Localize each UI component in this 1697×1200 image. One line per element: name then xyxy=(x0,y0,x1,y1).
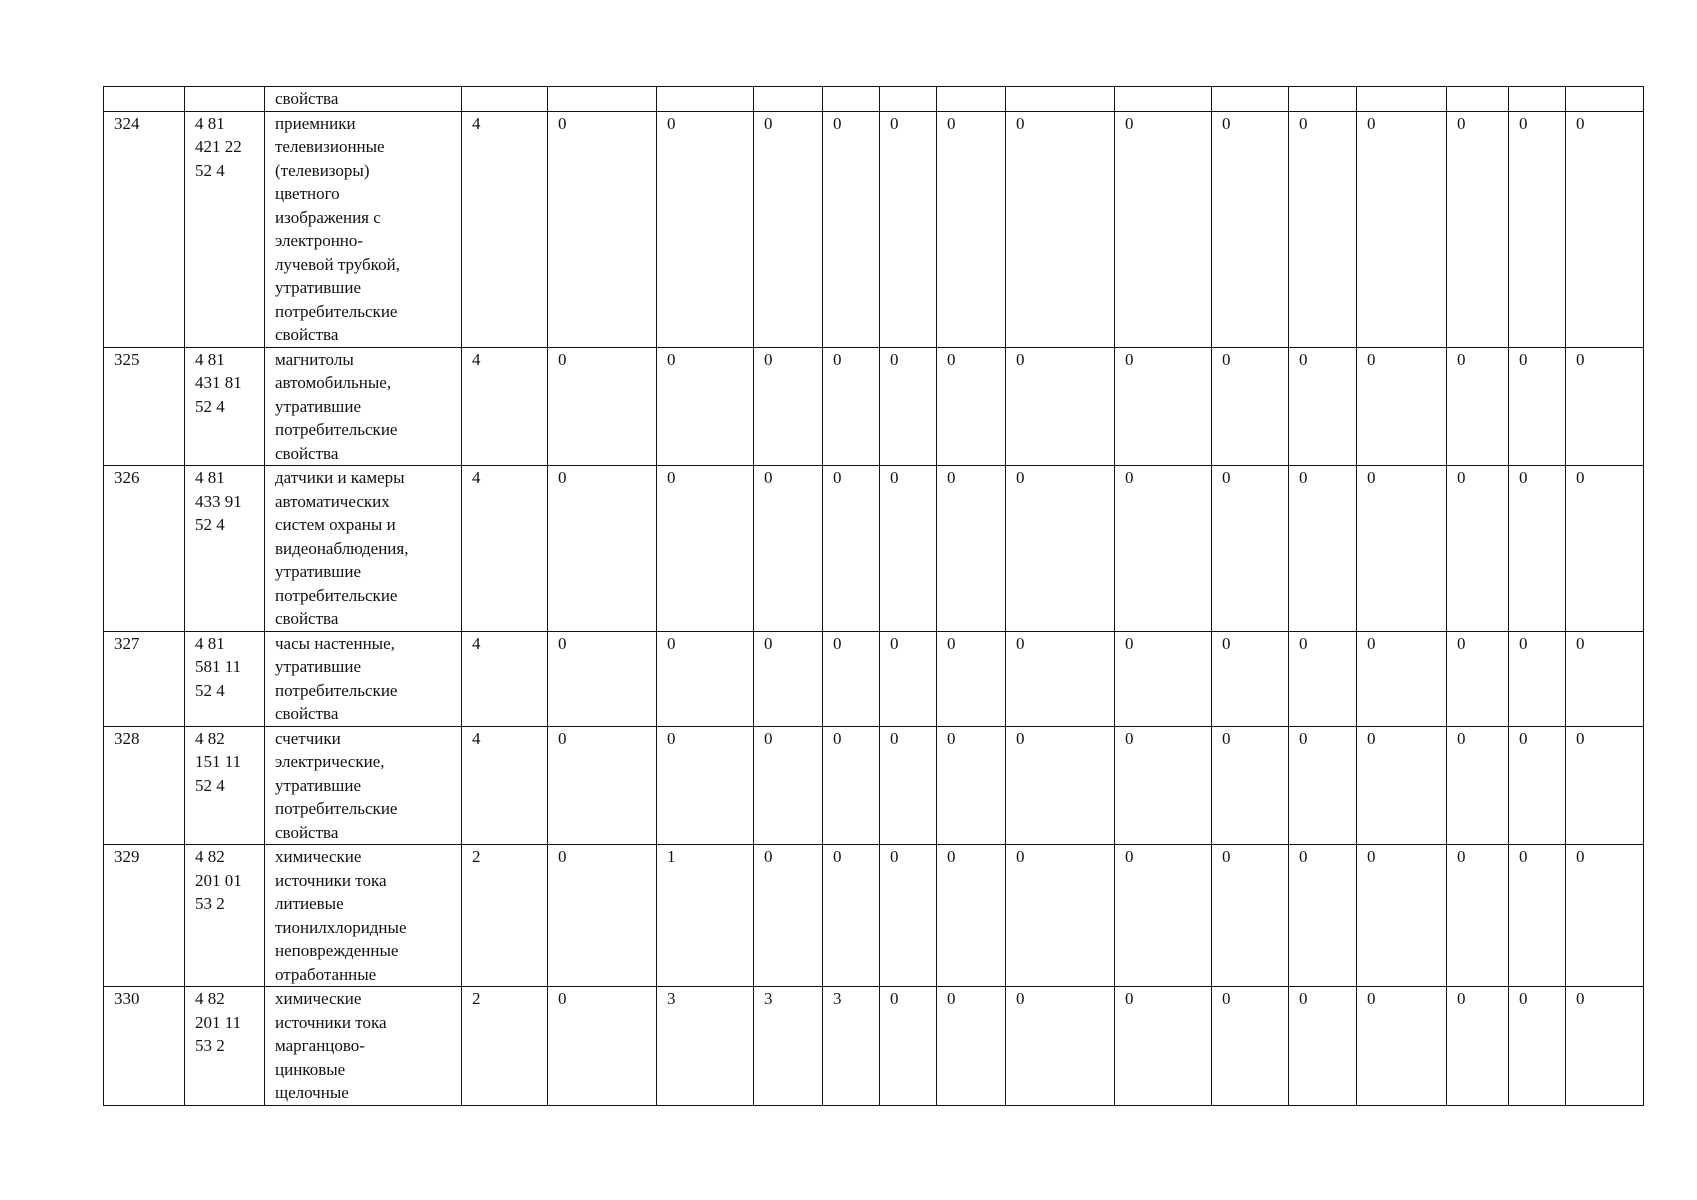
waste-name-line: часы настенные, xyxy=(275,633,395,653)
value-cell: 0 xyxy=(1447,845,1509,987)
value-cell: 0 xyxy=(1006,111,1115,347)
waste-classification-table xyxy=(103,86,1644,1106)
value-cell: 0 xyxy=(754,631,823,726)
value-cell: 0 xyxy=(937,466,1006,632)
value-cell: 4 xyxy=(462,347,548,466)
row-number-cell: 325 xyxy=(104,347,185,466)
waste-name-line: свойства xyxy=(275,704,339,723)
value-cell: 0 xyxy=(1566,111,1644,347)
waste-name-line: систем охраны и xyxy=(275,515,396,534)
value-cell: 0 xyxy=(937,111,1006,347)
value-cell: 0 xyxy=(548,111,657,347)
waste-name-line: отработанные xyxy=(275,964,377,984)
waste-name-line: автоматических xyxy=(275,491,390,511)
value-cell xyxy=(1115,87,1212,112)
table-row xyxy=(104,845,1644,987)
waste-name-line: потребительские xyxy=(275,585,398,605)
value-cell: 0 xyxy=(1447,466,1509,632)
value-cell: 0 xyxy=(1357,845,1447,987)
waste-name-line: литиевые xyxy=(275,894,344,913)
value-cell: 0 xyxy=(880,347,937,466)
value-cell: 0 xyxy=(1357,347,1447,466)
value-cell: 0 xyxy=(657,631,754,726)
value-cell: 0 xyxy=(1447,987,1509,1106)
value-cell: 0 xyxy=(548,987,657,1106)
waste-code-line: 4 81 xyxy=(195,349,225,369)
waste-name-line: телевизионные xyxy=(275,137,385,156)
value-cell: 0 xyxy=(880,987,937,1106)
value-cell: 0 xyxy=(548,726,657,845)
value-cell: 3 xyxy=(823,987,880,1106)
value-cell: 0 xyxy=(548,347,657,466)
value-cell: 0 xyxy=(1357,987,1447,1106)
value-cell: 4 xyxy=(462,466,548,632)
value-cell: 4 xyxy=(462,631,548,726)
value-cell: 0 xyxy=(548,631,657,726)
value-cell: 0 xyxy=(880,466,937,632)
value-cell: 0 xyxy=(1509,726,1566,845)
value-cell: 0 xyxy=(1006,845,1115,987)
waste-name-line: (телевизоры) xyxy=(275,160,370,180)
value-cell: 0 xyxy=(1212,631,1289,726)
waste-name-line: утратившие xyxy=(275,657,362,676)
waste-name-line: утратившие xyxy=(275,775,362,795)
waste-name-line: свойства xyxy=(275,89,339,108)
waste-name-line: электрические, xyxy=(275,752,385,771)
value-cell xyxy=(1566,87,1644,112)
value-cell: 0 xyxy=(657,726,754,845)
waste-name-cell xyxy=(265,111,462,347)
waste-code-line: 201 11 xyxy=(195,1012,242,1032)
value-cell: 0 xyxy=(1566,466,1644,632)
value-cell: 0 xyxy=(1212,845,1289,987)
value-cell: 0 xyxy=(1115,845,1212,987)
value-cell: 0 xyxy=(1566,631,1644,726)
value-cell: 0 xyxy=(1212,987,1289,1106)
waste-name-cell xyxy=(265,87,462,112)
waste-code-line: 421 22 xyxy=(195,137,242,156)
value-cell xyxy=(462,87,548,112)
waste-name-line: утратившие xyxy=(275,278,362,297)
row-number-cell: 324 xyxy=(104,111,185,347)
value-cell: 0 xyxy=(1447,631,1509,726)
value-cell: 0 xyxy=(1289,845,1357,987)
value-cell: 0 xyxy=(1115,466,1212,632)
value-cell xyxy=(1289,87,1357,112)
value-cell: 0 xyxy=(1115,631,1212,726)
value-cell: 0 xyxy=(1115,987,1212,1106)
value-cell: 0 xyxy=(1509,845,1566,987)
value-cell xyxy=(657,87,754,112)
table-row xyxy=(104,347,1644,466)
value-cell: 0 xyxy=(657,347,754,466)
waste-name-line: утратившие xyxy=(275,562,362,581)
value-cell: 1 xyxy=(657,845,754,987)
value-cell: 0 xyxy=(1509,631,1566,726)
value-cell: 0 xyxy=(1212,347,1289,466)
value-cell: 0 xyxy=(1006,631,1115,726)
value-cell: 0 xyxy=(754,111,823,347)
value-cell: 0 xyxy=(754,845,823,987)
value-cell: 0 xyxy=(1212,111,1289,347)
waste-name-line: магнитолы xyxy=(275,349,354,369)
waste-code-line: 201 01 xyxy=(195,870,242,890)
waste-name-cell xyxy=(265,347,462,466)
value-cell: 0 xyxy=(823,111,880,347)
waste-name-line: потребительские xyxy=(275,680,398,700)
waste-name-line: тионилхлоридные xyxy=(275,917,407,937)
waste-name-line: марганцово- xyxy=(275,1036,365,1055)
value-cell: 0 xyxy=(937,347,1006,466)
value-cell: 0 xyxy=(1212,466,1289,632)
value-cell: 4 xyxy=(462,726,548,845)
waste-code-line: 53 2 xyxy=(195,1036,225,1055)
waste-name-cell xyxy=(265,466,462,632)
waste-name-line: свойства xyxy=(275,609,339,628)
value-cell: 0 xyxy=(823,466,880,632)
value-cell: 0 xyxy=(1006,726,1115,845)
value-cell: 0 xyxy=(880,726,937,845)
waste-code-line: 52 4 xyxy=(195,515,225,534)
value-cell: 2 xyxy=(462,845,548,987)
value-cell: 0 xyxy=(1447,111,1509,347)
waste-name-line: свойства xyxy=(275,443,339,463)
value-cell xyxy=(880,87,937,112)
waste-name-line: приемники xyxy=(275,113,356,133)
value-cell: 0 xyxy=(548,466,657,632)
value-cell: 0 xyxy=(1006,347,1115,466)
value-cell: 0 xyxy=(823,631,880,726)
row-number-cell: 326 xyxy=(104,466,185,632)
value-cell: 0 xyxy=(1289,631,1357,726)
value-cell: 3 xyxy=(657,987,754,1106)
waste-name-line: свойства xyxy=(275,325,339,344)
waste-code-cell xyxy=(185,987,265,1106)
waste-name-line: щелочные xyxy=(275,1083,349,1102)
waste-name-cell xyxy=(265,845,462,987)
value-cell: 0 xyxy=(1289,111,1357,347)
value-cell: 0 xyxy=(1509,987,1566,1106)
row-number-cell: 327 xyxy=(104,631,185,726)
value-cell: 0 xyxy=(823,347,880,466)
value-cell: 0 xyxy=(1212,726,1289,845)
row-number-cell xyxy=(104,87,185,112)
waste-name-line: свойства xyxy=(275,822,339,842)
waste-name-line: источники тока xyxy=(275,1012,387,1032)
waste-code-cell xyxy=(185,111,265,347)
value-cell: 0 xyxy=(823,726,880,845)
value-cell: 0 xyxy=(1357,466,1447,632)
table-row xyxy=(104,726,1644,845)
value-cell: 0 xyxy=(1509,111,1566,347)
waste-code-line: 4 82 xyxy=(195,847,225,866)
waste-code-line: 53 2 xyxy=(195,894,225,913)
value-cell xyxy=(1357,87,1447,112)
value-cell: 0 xyxy=(1509,347,1566,466)
value-cell: 3 xyxy=(754,987,823,1106)
value-cell xyxy=(754,87,823,112)
value-cell: 0 xyxy=(880,111,937,347)
value-cell xyxy=(823,87,880,112)
value-cell: 0 xyxy=(548,845,657,987)
value-cell: 0 xyxy=(1357,111,1447,347)
waste-name-line: химические xyxy=(275,847,362,866)
waste-name-line: датчики и камеры xyxy=(275,468,405,487)
waste-code-line: 433 91 xyxy=(195,491,242,511)
value-cell: 2 xyxy=(462,987,548,1106)
waste-code-line: 52 4 xyxy=(195,680,225,700)
waste-name-line: неповрежденные xyxy=(275,941,399,960)
value-cell xyxy=(937,87,1006,112)
table-body xyxy=(104,87,1644,1106)
waste-code-line: 4 82 xyxy=(195,728,225,748)
waste-name-line: электронно- xyxy=(275,231,364,250)
value-cell: 0 xyxy=(1357,726,1447,845)
value-cell: 0 xyxy=(1566,726,1644,845)
waste-code-cell xyxy=(185,347,265,466)
value-cell xyxy=(1447,87,1509,112)
table-row xyxy=(104,631,1644,726)
waste-code-cell xyxy=(185,726,265,845)
waste-code-line: 151 11 xyxy=(195,752,242,771)
waste-code-cell xyxy=(185,845,265,987)
value-cell xyxy=(1006,87,1115,112)
value-cell xyxy=(548,87,657,112)
waste-name-cell xyxy=(265,987,462,1106)
value-cell: 0 xyxy=(1566,845,1644,987)
table-row xyxy=(104,466,1644,632)
waste-name-line: цветного xyxy=(275,184,340,203)
waste-name-cell xyxy=(265,631,462,726)
value-cell xyxy=(1509,87,1566,112)
value-cell: 0 xyxy=(937,845,1006,987)
waste-name-line: источники тока xyxy=(275,870,387,890)
waste-code-line: 4 82 xyxy=(195,989,225,1008)
value-cell: 0 xyxy=(1289,347,1357,466)
waste-name-line: цинковые xyxy=(275,1059,346,1079)
waste-code-cell xyxy=(185,466,265,632)
value-cell: 0 xyxy=(1006,466,1115,632)
waste-code-cell xyxy=(185,87,265,112)
value-cell: 0 xyxy=(937,987,1006,1106)
waste-name-line: изображения с xyxy=(275,207,381,227)
value-cell: 0 xyxy=(937,726,1006,845)
row-number-cell: 329 xyxy=(104,845,185,987)
value-cell: 0 xyxy=(880,631,937,726)
waste-name-line: потребительские xyxy=(275,799,398,818)
value-cell: 0 xyxy=(657,466,754,632)
value-cell: 0 xyxy=(1447,347,1509,466)
value-cell: 0 xyxy=(1289,466,1357,632)
waste-code-line: 581 11 xyxy=(195,657,242,676)
row-number-cell: 328 xyxy=(104,726,185,845)
waste-code-line: 4 81 xyxy=(195,468,225,487)
waste-code-line: 52 4 xyxy=(195,160,225,180)
row-number-cell: 330 xyxy=(104,987,185,1106)
value-cell: 0 xyxy=(1566,987,1644,1106)
waste-name-line: потребительские xyxy=(275,420,398,439)
value-cell: 0 xyxy=(1289,726,1357,845)
value-cell: 4 xyxy=(462,111,548,347)
value-cell: 0 xyxy=(1357,631,1447,726)
value-cell: 0 xyxy=(754,347,823,466)
waste-code-line: 4 81 xyxy=(195,113,225,133)
waste-code-line: 431 81 xyxy=(195,373,242,392)
table-row xyxy=(104,111,1644,347)
table-row xyxy=(104,87,1644,112)
waste-code-line: 52 4 xyxy=(195,775,225,795)
waste-name-cell xyxy=(265,726,462,845)
value-cell: 0 xyxy=(1289,987,1357,1106)
waste-name-line: лучевой трубкой, xyxy=(275,254,400,274)
value-cell: 0 xyxy=(823,845,880,987)
value-cell xyxy=(1212,87,1289,112)
waste-code-cell xyxy=(185,631,265,726)
value-cell: 0 xyxy=(880,845,937,987)
value-cell: 0 xyxy=(1115,726,1212,845)
value-cell: 0 xyxy=(754,726,823,845)
value-cell: 0 xyxy=(754,466,823,632)
waste-code-line: 4 81 xyxy=(195,633,225,653)
waste-name-line: видеонаблюдения, xyxy=(275,538,409,558)
value-cell: 0 xyxy=(1566,347,1644,466)
value-cell: 0 xyxy=(1447,726,1509,845)
waste-name-line: потребительские xyxy=(275,301,398,321)
waste-name-line: автомобильные, xyxy=(275,373,392,392)
value-cell: 0 xyxy=(1115,347,1212,466)
waste-code-line: 52 4 xyxy=(195,396,225,416)
waste-name-line: счетчики xyxy=(275,728,341,748)
value-cell: 0 xyxy=(1509,466,1566,632)
value-cell: 0 xyxy=(937,631,1006,726)
waste-name-line: химические xyxy=(275,989,362,1008)
value-cell: 0 xyxy=(1115,111,1212,347)
value-cell: 0 xyxy=(657,111,754,347)
table-row xyxy=(104,987,1644,1106)
waste-name-line: утратившие xyxy=(275,396,362,416)
value-cell: 0 xyxy=(1006,987,1115,1106)
